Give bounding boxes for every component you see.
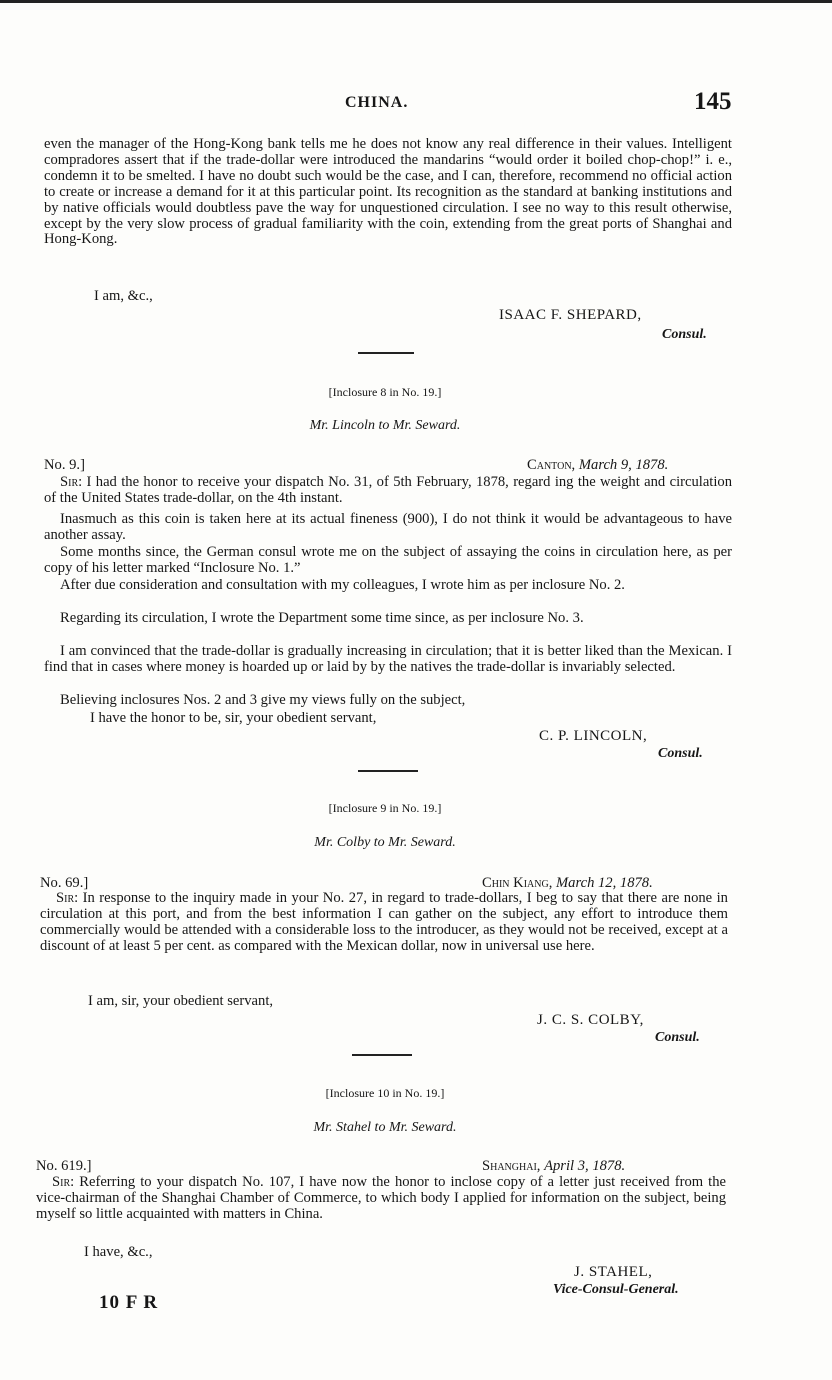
letter-paragraph: After due consideration and consultation with my colleagues, I wrote him as per inclosure No. 2. [60, 577, 625, 593]
closing-line: I have the honor to be, sir, your obedient servant, [90, 710, 377, 726]
dispatch-number: No. 619.] [36, 1158, 92, 1174]
signature-title: Vice-Consul-General. [553, 1282, 679, 1297]
letter-paragraph: Regarding its circulation, I wrote the Department some time since, as per inclosure No. 3. [60, 610, 584, 626]
letter-paragraph: Believing inclosures Nos. 2 and 3 give my views fully on the subject, [60, 692, 466, 708]
paragraph-text: I had the honor to receive your dispatch No. 31, of 5th February, 1878, regard ing the weight and circulation of the United States trade-dollar, on the 4th instant. [44, 474, 732, 506]
dispatch-place: Canton, [527, 457, 576, 473]
dispatch-place-date [527, 457, 668, 474]
signature-name: ISAAC F. SHEPARD, [499, 307, 642, 323]
signature-name: J. STAHEL, [574, 1264, 653, 1280]
section-divider [358, 770, 418, 772]
inclosure-label: [Inclosure 8 in No. 19.] [328, 385, 442, 399]
signature-title: Consul. [658, 746, 703, 761]
correspondents-heading: Mr. Lincoln to Mr. Seward. [309, 418, 461, 433]
letter-body: even the manager of the Hong-Kong bank tells me he does not know any real difference in their values. Intelligent compradores assert that if the trade-dollar were introduced the mandarins “would order it boiled chop-chop!” i. e., condemn it to be smelted. I have no doubt such would be the case, and I can, therefore, recommend no official action to create or increase a demand for it at this particular point. Its recognition as the standard at banking institutions and by native officials would doubtless pave the way for unquestioned circulation. I see no way to this result otherwise, except by the very slow process of gradual familiarity with the coin, extending from the great ports of Shanghai and Hong-Kong. [44, 136, 732, 248]
dispatch-place-date [482, 1158, 625, 1175]
signature-name: C. P. LINCOLN, [539, 728, 648, 744]
letter-paragraph: Some months since, the German consul wrote me on the subject of assaying the coins in circulation here, as per copy of his letter marked “Inclosure No. 1.” [44, 544, 732, 576]
dispatch-date: March 9, 1878. [578, 457, 669, 473]
page-header [0, 84, 832, 124]
signature-name: J. C. S. COLBY, [537, 1012, 644, 1028]
salutation: Sir: [56, 890, 79, 906]
printer-signature-mark: 10 F R [99, 1292, 159, 1313]
paragraph-text: Referring to your dispatch No. 107, I have now the honor to inclose copy of a letter just received from the vice-chairman of the Shanghai Chamber of Commerce, to which body I applied for information on the subject, being myself so little acquainted with matters in China. [36, 1174, 726, 1222]
letter-paragraph [44, 475, 732, 507]
letter-paragraph [36, 1175, 726, 1223]
inclosure-label: [Inclosure 9 in No. 19.] [328, 801, 442, 815]
dispatch-number: No. 69.] [40, 875, 89, 891]
closing-line: I have, &c., [84, 1244, 153, 1260]
dispatch-date: April 3, 1878. [544, 1158, 626, 1174]
section-divider [352, 1054, 412, 1056]
salutation: Sir: [52, 1174, 75, 1190]
letter-paragraph: I am convinced that the trade-dollar is gradually increasing in circulation; that it is better liked than the Mexican. I find that in cases where money is hoarded up or laid by by the natives the trade-dollar is invariably selected. [44, 643, 732, 675]
dispatch-place: Chin Kiang, [482, 875, 553, 891]
dispatch-number: No. 9.] [44, 457, 85, 473]
letter-paragraph [40, 891, 728, 955]
running-title: CHINA. [345, 94, 409, 111]
signature-title: Consul. [662, 327, 707, 342]
correspondents-heading: Mr. Stahel to Mr. Seward. [313, 1120, 457, 1135]
paragraph-text: In response to the inquiry made in your No. 27, in regard to trade-dollars, I beg to say that there are none in circulation at this port, and from the best information I can gather on the subject, any effort to introduce them commercially would be attended with a considerable loss to the introducer, as they would not be received, except at a discount of at least 5 per cent. as compared with the Mexican dollar, now in universal use here. [40, 890, 728, 954]
inclosure-label: [Inclosure 10 in No. 19.] [325, 1086, 445, 1100]
dispatch-date: March 12, 1878. [556, 875, 653, 891]
top-border [0, 0, 832, 3]
signature-title: Consul. [655, 1030, 700, 1045]
page-number: 145 [694, 88, 732, 115]
letter-paragraph: Inasmuch as this coin is taken here at its actual fineness (900), I do not think it would be advantageous to have another assay. [44, 511, 732, 543]
closing-line: I am, &c., [94, 288, 153, 304]
dispatch-place: Shanghai, [482, 1158, 541, 1174]
correspondents-heading: Mr. Colby to Mr. Seward. [314, 835, 456, 850]
section-divider [358, 352, 414, 354]
closing-line: I am, sir, your obedient servant, [88, 993, 274, 1009]
salutation: Sir: [60, 474, 83, 490]
